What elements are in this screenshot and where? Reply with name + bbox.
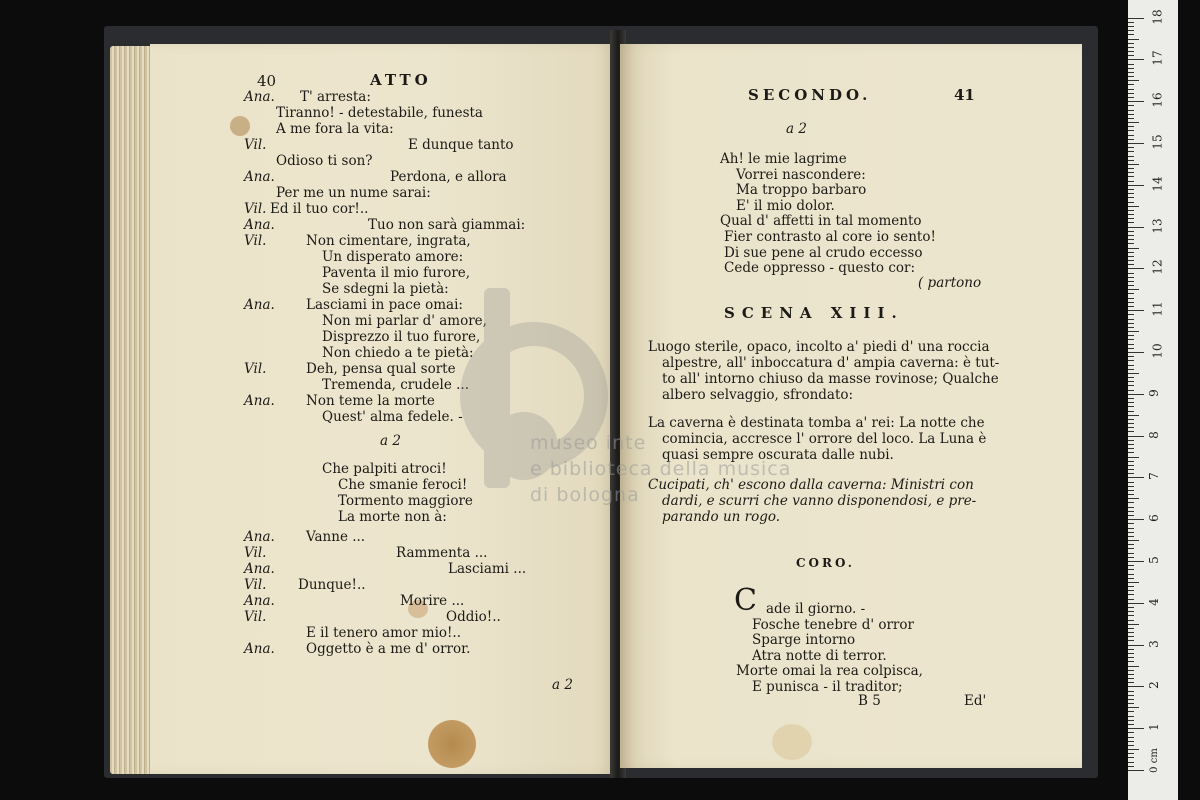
ruler-tick [1128,415,1139,416]
ruler-tick [1128,670,1134,671]
ruler-tick [1128,323,1134,324]
verse-line: E dunque tanto [408,137,514,153]
ruler-tick [1128,110,1134,111]
page-number: 41 [954,86,975,104]
ruler-tick [1128,498,1139,499]
ruler-tick [1128,55,1134,56]
ruler-tick [1128,406,1134,407]
ruler-tick [1128,620,1134,621]
verse-line: Che smanie feroci! [338,477,468,493]
ruler-tick [1128,624,1139,625]
ruler-tick [1128,511,1134,512]
ruler-tick [1128,264,1134,265]
ruler-tick [1128,423,1134,424]
setting-line: La caverna è destinata tomba a' rei: La notte che [648,415,985,431]
ruler-tick [1128,193,1134,194]
verse-line: Che palpiti atroci! [322,461,447,477]
ruler-tick [1128,507,1134,508]
ruler-tick [1128,105,1134,106]
a2-marker: a 2 [786,121,807,137]
direction-line: Cucipati, ch' escono dalla caverna: Ministri con [648,477,974,493]
ruler-tick [1128,741,1134,742]
ruler-tick [1128,314,1134,315]
verse-line: Perdona, e allora [390,169,507,185]
ruler-tick [1128,377,1134,378]
ruler-tick [1128,419,1134,420]
ruler-tick [1128,611,1134,612]
speaker-label: Ana. [244,393,275,409]
ruler-tick [1128,561,1144,562]
verse-line: a 2 [380,433,401,449]
ruler-number: 18 [1150,8,1165,25]
ruler-tick [1128,557,1134,558]
ruler-tick [1128,691,1134,692]
catchword: a 2 [552,677,573,693]
ruler-unit: 0 cm [1148,748,1160,773]
ruler-tick [1128,766,1134,767]
ruler-tick [1128,22,1134,23]
ruler-tick [1128,222,1134,223]
verse-line: Non chiedo a te pietà: [322,345,474,361]
speaker-label: Vil. [244,545,267,561]
ruler-tick [1128,398,1134,399]
ruler-tick [1128,231,1134,232]
ruler-tick [1128,661,1134,662]
setting-line: quasi sempre oscurata dalle nubi. [662,447,894,463]
speaker-label: Ana. [244,217,275,233]
ruler-tick [1128,298,1134,299]
ruler-tick [1128,64,1134,65]
ruler-number: 12 [1150,259,1165,276]
verse-line: Odioso ti son? [276,153,373,169]
speaker-label: Vil. [244,577,267,593]
ruler-tick [1128,385,1134,386]
ruler-tick [1128,394,1144,395]
ruler-tick [1128,653,1134,654]
ruler-number: 5 [1146,556,1161,564]
ruler-tick [1128,565,1134,566]
ruler-tick [1128,649,1134,650]
ruler-tick [1128,607,1134,608]
ruler-tick [1128,352,1144,353]
verse-line: Paventa il mio furore, [322,265,471,281]
ruler-tick [1128,248,1139,249]
ruler-tick [1128,707,1139,708]
ruler-tick [1128,139,1134,140]
verse-line: Di sue pene al crudo eccesso [724,244,923,261]
ruler-number: 15 [1150,134,1165,150]
ruler-number: 16 [1150,92,1165,108]
ruler-tick [1128,703,1134,704]
ruler-tick [1128,344,1134,345]
ruler-tick [1128,737,1134,738]
speaker-label: Ana. [244,297,275,313]
ruler-tick [1128,753,1134,754]
ruler-tick [1128,553,1134,554]
ruler-tick [1128,156,1134,157]
chorus-line: E punisca - il traditor; [752,679,903,695]
ruler-tick [1128,390,1134,391]
ruler-tick [1128,43,1134,44]
verse-line: Tiranno! - detestabile, funesta [276,105,483,121]
setting-line: to all' intorno chiuso da masse rovinose; Qualche [662,371,999,387]
scene-title: SCENA XIII. [724,304,904,322]
direction-line: parando un rogo. [662,509,781,525]
verse-line: Vorrei nascondere: [736,166,866,183]
ruler-tick [1128,540,1139,541]
ruler-tick [1128,548,1134,549]
ruler-number: 9 [1146,388,1161,397]
chorus-line: Sparge intorno [752,632,856,649]
ruler-tick [1128,293,1134,294]
ruler-tick [1128,770,1144,771]
verse-line: Oddio!.. [446,609,501,625]
ruler-tick [1128,469,1134,470]
ruler-tick [1128,168,1134,169]
verse-line: Non cimentare, ingrata, [306,233,471,249]
ruler-tick [1128,494,1134,495]
ruler-tick [1128,26,1134,27]
ruler-tick [1128,218,1134,219]
ruler-tick [1128,578,1134,579]
ruler-tick [1128,519,1144,520]
ruler-tick [1128,636,1134,637]
setting-line: albero selvaggio, sfrondato: [662,387,854,403]
verse-line: Deh, pensa qual sorte [306,361,456,377]
ruler-tick [1128,235,1134,236]
ruler-tick [1128,18,1144,19]
ruler-tick [1128,369,1134,370]
ruler-tick [1128,126,1134,127]
chorus-line: Atra notte di terror. [752,647,887,664]
ruler-tick [1128,515,1134,516]
ruler-tick [1128,101,1144,102]
verse-line: Ed il tuo cor!.. [270,201,369,217]
speaker-label: Ana. [244,561,275,577]
ruler-tick [1128,47,1134,48]
ruler-tick [1128,252,1134,253]
watermark-text: di bologna [530,484,640,506]
page-number: 40 [257,72,277,90]
ruler-tick [1128,473,1134,474]
verse-line: Tormento maggiore [338,493,473,509]
ruler-tick [1128,465,1134,466]
ruler-tick [1128,89,1134,90]
ruler-tick [1128,151,1134,152]
ruler-tick [1128,202,1134,203]
speaker-label: Ana. [244,89,275,105]
verse-line: Lasciami ... [448,561,527,577]
ruler-tick [1128,502,1134,503]
ruler-tick [1128,745,1134,746]
ruler-tick [1128,302,1134,303]
stage-direction-exit: ( partono [918,275,982,291]
ruler-tick [1128,114,1134,115]
ruler-tick [1128,72,1134,73]
ruler-tick [1128,260,1134,261]
ruler-tick [1128,135,1134,136]
ruler-tick [1128,628,1134,629]
ruler-tick [1128,206,1139,207]
ruler-tick [1128,97,1134,98]
ruler-tick [1128,431,1134,432]
ruler-tick [1128,440,1134,441]
ruler-tick [1128,574,1134,575]
ruler-tick [1128,76,1134,77]
ruler-tick [1128,256,1134,257]
ruler-tick [1128,268,1144,269]
ruler-tick [1128,281,1134,282]
direction-line: dardi, e scurri che vanno disponendosi, e pre- [662,493,977,509]
ruler-tick [1128,239,1134,240]
ruler-tick [1128,720,1134,721]
ruler-tick [1128,130,1134,131]
ruler-tick [1128,273,1134,274]
verse-line: Cede oppresso - questo cor: [724,260,916,277]
ruler-tick [1128,603,1144,604]
ruler-number: 10 [1150,343,1165,359]
ruler-tick [1128,444,1134,445]
chorus-line: ade il giorno. - [766,601,866,617]
ruler-number: 17 [1150,50,1165,67]
watermark-text: museo inte [530,432,647,454]
ruler-tick [1128,339,1134,340]
ruler-tick [1128,674,1134,675]
verse-line: La morte non à: [338,509,447,525]
ruler-number: 6 [1146,514,1161,523]
speaker-label: Ana. [244,593,275,609]
ruler-tick [1128,356,1134,357]
ruler-tick [1128,640,1134,641]
ruler-tick [1128,365,1134,366]
verse-line: Non teme la morte [306,393,435,409]
ruler-tick [1128,327,1134,328]
ruler-tick [1128,143,1144,144]
ruler-tick [1128,523,1134,524]
verse-line: A me fora la vita: [276,121,394,137]
foxing-stain [230,116,250,136]
foxing-stain [428,720,476,768]
ruler-tick [1128,164,1139,165]
ruler-tick [1128,490,1134,491]
verse-line: Disprezzo il tuo furore, [322,329,481,345]
ruler-tick [1128,411,1134,412]
ruler-tick [1128,632,1134,633]
verse-line: Dunque!.. [298,577,366,593]
ruler-tick [1128,695,1134,696]
speaker-label: Vil. [244,233,267,249]
ruler-tick [1128,724,1134,725]
ruler-number: 3 [1146,639,1161,648]
speaker-label: Vil. [244,137,267,153]
ruler-tick [1128,615,1134,616]
ruler-tick [1128,80,1139,81]
ruler-tick [1128,310,1144,311]
ruler-tick [1128,728,1144,729]
ruler-tick [1128,189,1134,190]
verse-line: Per me un nume sarai: [276,185,431,201]
verse-line: E' il mio dolor. [736,197,835,214]
ruler-tick [1128,599,1134,600]
verse-line: Non mi parlar d' amore, [322,313,487,329]
ruler-number: 1 [1146,723,1161,732]
verse-line: Se sdegni la pietà: [322,281,449,297]
ruler-tick [1128,645,1144,646]
ruler-tick [1128,277,1134,278]
running-head: SECONDO. [748,86,872,104]
ruler-tick [1128,30,1134,31]
ruler-tick [1128,569,1134,570]
ruler-tick [1128,477,1144,478]
setting-line: alpestre, all' inboccatura d' ampia caverna: è tut- [662,355,1000,371]
ruler-tick [1128,448,1134,449]
ruler-tick [1128,319,1134,320]
measuring-ruler [1128,0,1178,800]
ruler-tick [1128,197,1134,198]
verse-line: Vanne ... [306,529,366,545]
ruler-tick [1128,210,1134,211]
speaker-label: Ana. [244,169,275,185]
ruler-tick [1128,699,1134,700]
ruler-tick [1128,749,1139,750]
ruler-tick [1128,34,1134,35]
ruler-tick [1128,457,1139,458]
ruler-tick [1128,666,1139,667]
ruler-tick [1128,544,1134,545]
ruler-tick [1128,59,1144,60]
ruler-tick [1128,214,1134,215]
ruler-tick [1128,51,1134,52]
foxing-stain [772,724,812,760]
ruler-tick [1128,360,1134,361]
verse-line: Morire ... [400,593,465,609]
ruler-tick [1128,682,1134,683]
ruler-tick [1128,381,1134,382]
verse-line: Rammenta ... [396,545,488,561]
speaker-label: Vil. [244,201,267,217]
ruler-tick [1128,732,1134,733]
setting-line: Luogo sterile, opaco, incolto a' piedi d' una roccia [648,339,990,355]
speaker-label: Ana. [244,529,275,545]
ruler-tick [1128,590,1134,591]
ruler-number: 2 [1146,681,1161,690]
ruler-number: 7 [1146,472,1161,481]
ruler-tick [1128,678,1134,679]
verse-line: Qual d' affetti in tal momento [720,213,922,230]
ruler-tick [1128,289,1139,290]
watermark-text: e biblioteca della musica [530,458,792,480]
ruler-number: 13 [1150,217,1165,234]
ruler-tick [1128,461,1134,462]
verse-line: Quest' alma fedele. - [322,409,463,425]
ruler-tick [1128,532,1134,533]
ruler-tick [1128,39,1139,40]
verse-line: Tremenda, crudele ... [322,377,470,393]
verse-line: Ah! le mie lagrime [720,151,847,167]
ruler-tick [1128,436,1144,437]
verse-line: Oggetto è a me d' orror. [306,641,471,657]
running-head: ATTO [370,71,432,89]
ruler-tick [1128,122,1139,123]
ruler-tick [1128,147,1134,148]
ruler-number: 11 [1150,301,1165,317]
right-page [620,44,1082,768]
ruler-tick [1128,348,1134,349]
ruler-tick [1128,762,1134,763]
ruler-tick [1128,711,1134,712]
ruler-tick [1128,243,1134,244]
ruler-tick [1128,118,1134,119]
ruler-tick [1128,227,1144,228]
chorus-line: Morte omai la rea colpisca, [736,663,923,680]
ruler-number: 4 [1146,597,1161,606]
ruler-tick [1128,285,1134,286]
signature-mark: B 5 [858,693,881,709]
catchword: Ed' [964,693,987,709]
ruler-tick [1128,68,1134,69]
ruler-tick [1128,181,1134,182]
ruler-tick [1128,427,1134,428]
ruler-tick [1128,657,1134,658]
verse-line: Tuo non sarà giammai: [368,217,526,233]
ruler-tick [1128,482,1134,483]
verse-line: Un disperato amore: [322,249,464,265]
ruler-tick [1128,84,1134,85]
ruler-number: 8 [1146,430,1161,439]
ruler-tick [1128,172,1134,173]
ruler-tick [1128,716,1134,717]
ruler-tick [1128,586,1134,587]
ruler-tick [1128,486,1134,487]
chorus-label: CORO. [796,556,855,570]
ruler-tick [1128,594,1134,595]
ruler-tick [1128,582,1139,583]
ruler-tick [1128,306,1134,307]
ruler-tick [1128,93,1134,94]
verse-line: T' arresta: [300,89,371,105]
ruler-tick [1128,757,1134,758]
chorus-line: Fosche tenebre d' orror [752,616,914,633]
speaker-label: Vil. [244,361,267,377]
ruler-tick [1128,335,1134,336]
ruler-tick [1128,185,1144,186]
verse-line: Ma troppo barbaro [736,182,867,199]
ruler-tick [1128,373,1139,374]
ruler-tick [1128,452,1134,453]
ruler-tick [1128,686,1144,687]
ruler-tick [1128,528,1134,529]
speaker-label: Ana. [244,641,275,657]
ruler-tick [1128,402,1134,403]
verse-line: Lasciami in pace omai: [306,297,463,313]
ruler-tick [1128,331,1139,332]
ruler-number: 14 [1150,176,1165,192]
setting-line: comincia, accresce l' orrore del loco. La Luna è [662,431,987,447]
ruler-tick [1128,160,1134,161]
ruler-tick [1128,176,1134,177]
drop-cap: C [734,583,757,618]
verse-line: E il tenero amor mio!.. [306,625,462,641]
speaker-label: Vil. [244,609,267,625]
ruler-tick [1128,536,1134,537]
verse-line: Fier contrasto al core io sento! [724,229,936,245]
